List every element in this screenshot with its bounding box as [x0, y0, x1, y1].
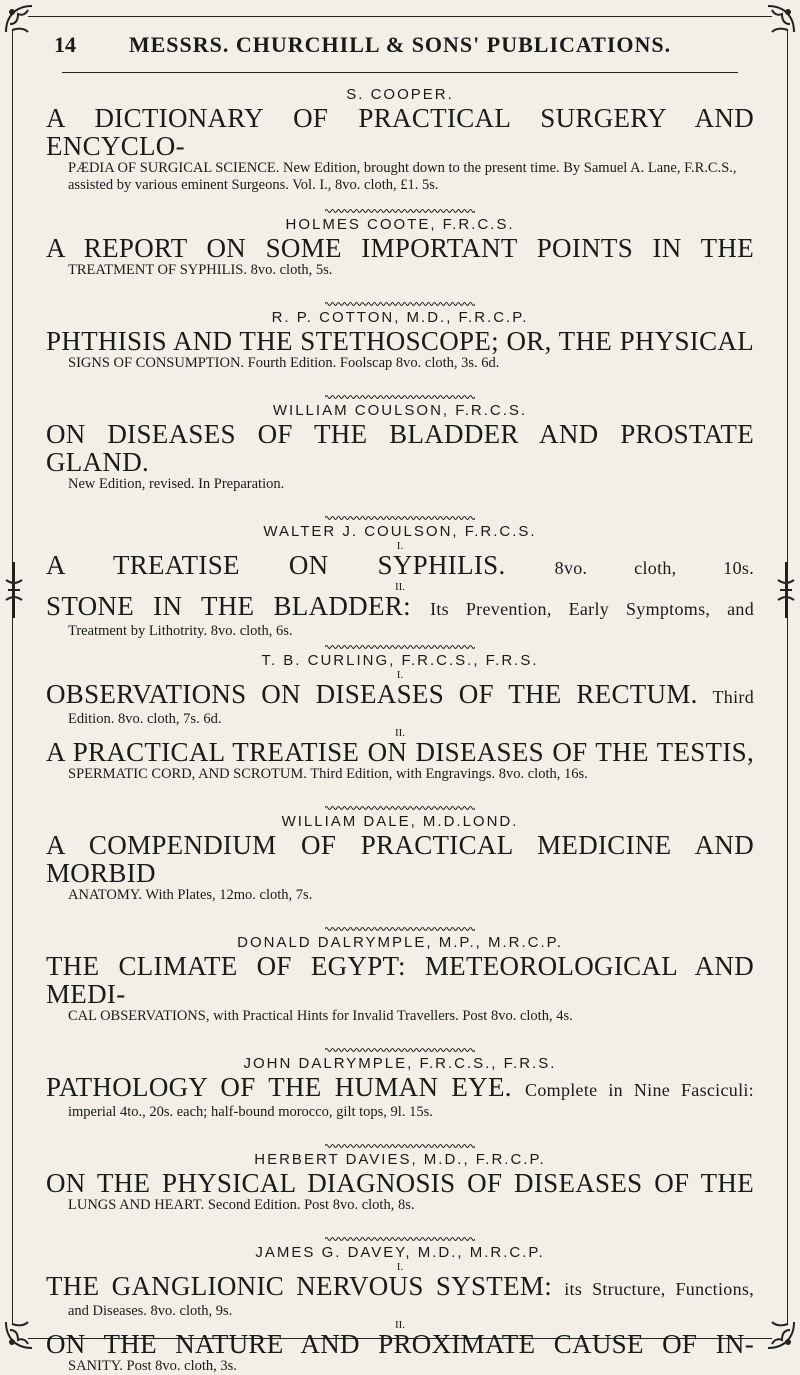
- side-ornament-icon: [774, 560, 798, 620]
- header-rule: [62, 72, 738, 73]
- border-right: [787, 30, 788, 1324]
- wavy-rule-icon: [325, 301, 475, 307]
- book-title: [46, 680, 754, 711]
- author-name: JOHN DALRYMPLE, F.R.C.S., F.R.S.: [243, 1055, 557, 1072]
- corner-ornament-icon: [2, 1316, 42, 1352]
- catalogue-entry: [46, 208, 754, 279]
- volume-numeral: II.: [394, 581, 406, 593]
- book-title-text: A DICTIONARY OF PRACTICAL SURGERY AND ENCYCLO-: [46, 103, 754, 161]
- wavy-rule-icon: [325, 394, 475, 400]
- book-title: [46, 420, 754, 476]
- border-left: [12, 30, 13, 1324]
- book-title-text: STONE IN THE BLADDER:: [46, 591, 411, 621]
- wavy-rule-icon: [325, 1047, 475, 1053]
- book-title: [46, 831, 754, 887]
- book-title-text: ON DISEASES OF THE BLADDER AND PROSTATE GLAND.: [46, 419, 754, 477]
- book-title: [46, 551, 754, 582]
- book-title-note: 8vo. cloth, 10s.: [554, 558, 755, 578]
- book-title-text: ON THE PHYSICAL DIAGNOSIS OF DISEASES OF THE: [46, 1168, 754, 1198]
- corner-ornament-icon: [758, 1316, 798, 1352]
- author-name: HOLMES COOTE, F.R.C.S.: [285, 216, 515, 233]
- book-title-text: PHTHISIS AND THE STETHOSCOPE; OR, THE PHYSICAL: [46, 326, 754, 356]
- wavy-rule-icon: [325, 1236, 475, 1242]
- catalogue-entry: [46, 644, 754, 783]
- book-details: ANATOMY. With Plates, 12mo. cloth, 7s.: [68, 887, 313, 903]
- catalogue-entry: [46, 1236, 754, 1375]
- book-title-text: THE GANGLIONIC NERVOUS SYSTEM:: [46, 1271, 553, 1301]
- author-name: R. P. COTTON, M.D., F.R.C.P.: [271, 309, 529, 326]
- running-title: MESSRS. CHURCHILL & SONS' PUBLICATIONS.: [128, 32, 672, 57]
- book-details: PÆDIA OF SURGICAL SCIENCE. New Edition, brought down to the present time. By Samuel A. Lane, F.R.C.S., assisted by various eminent Surgeons. Vol. I., 8vo. cloth, £1. 5s.: [68, 160, 737, 193]
- book-title-text: A COMPENDIUM OF PRACTICAL MEDICINE AND MORBID: [46, 830, 754, 888]
- book-title-text: PATHOLOGY OF THE HUMAN EYE.: [46, 1072, 512, 1102]
- corner-ornament-icon: [2, 2, 42, 38]
- volume-numeral: II.: [394, 1319, 406, 1331]
- book-title: [46, 1073, 754, 1104]
- book-details: Treatment by Lithotrity. 8vo. cloth, 6s.: [68, 623, 293, 639]
- author-name: JAMES G. DAVEY, M.D., M.R.C.P.: [255, 1244, 545, 1261]
- book-details: CAL OBSERVATIONS, with Practical Hints for Invalid Travellers. Post 8vo. cloth, 4s.: [68, 1008, 573, 1024]
- volume-numeral: II.: [394, 727, 406, 739]
- book-title: [46, 592, 754, 623]
- book-title: [46, 738, 754, 766]
- book-title-note: Complete in Nine Fasciculi:: [525, 1080, 754, 1100]
- book-title: [46, 327, 754, 355]
- book-title-text: A REPORT ON SOME IMPORTANT POINTS IN THE: [46, 233, 754, 263]
- catalogue-entry: [46, 394, 754, 493]
- catalogue-entry: [46, 926, 754, 1025]
- book-details: TREATMENT OF SYPHILIS. 8vo. cloth, 5s.: [68, 262, 333, 278]
- author-name: HERBERT DAVIES, M.D., F.R.C.P.: [254, 1151, 546, 1168]
- volume-numeral: I.: [396, 1261, 404, 1273]
- book-title-note: its Structure, Functions,: [564, 1279, 754, 1299]
- author-name: WALTER J. COULSON, F.R.C.S.: [263, 523, 537, 540]
- book-details: SIGNS OF CONSUMPTION. Fourth Edition. Foolscap 8vo. cloth, 3s. 6d.: [68, 355, 500, 371]
- wavy-rule-icon: [325, 926, 475, 932]
- catalogue-entries: [46, 86, 754, 1375]
- wavy-rule-icon: [325, 208, 475, 214]
- book-title-text: A TREATISE ON SYPHILIS.: [46, 550, 506, 580]
- book-title-note: Third: [712, 687, 754, 707]
- book-details: and Diseases. 8vo. cloth, 9s.: [68, 1303, 233, 1319]
- book-title-text: A PRACTICAL TREATISE ON DISEASES OF THE TESTIS,: [46, 737, 754, 767]
- book-details: New Edition, revised. In Preparation.: [68, 476, 285, 492]
- book-title: [46, 1272, 754, 1303]
- wavy-rule-icon: [325, 515, 475, 521]
- book-title: [46, 952, 754, 1008]
- page-header: [40, 26, 760, 66]
- catalogue-entry: [46, 515, 754, 640]
- volume-numeral: I.: [396, 669, 404, 681]
- wavy-rule-icon: [325, 1143, 475, 1149]
- book-title-note: Its Prevention, Early Symptoms, and: [430, 599, 754, 619]
- book-details: imperial 4to., 20s. each; half-bound morocco, gilt tops, 9l. 15s.: [68, 1104, 433, 1120]
- wavy-rule-icon: [325, 644, 475, 650]
- catalogue-entry: [46, 86, 754, 194]
- author-name: DONALD DALRYMPLE, M.P., M.R.C.P.: [237, 934, 563, 951]
- catalogue-entry: [46, 301, 754, 372]
- book-title-text: ON THE NATURE AND PROXIMATE CAUSE OF IN-: [46, 1329, 754, 1359]
- author-name: S. COOPER.: [346, 86, 454, 103]
- book-title: [46, 234, 754, 262]
- book-title: [46, 1169, 754, 1197]
- book-details: Edition. 8vo. cloth, 7s. 6d.: [68, 711, 222, 727]
- catalogue-entry: [46, 805, 754, 904]
- book-title-text: OBSERVATIONS ON DISEASES OF THE RECTUM.: [46, 679, 698, 709]
- author-name: WILLIAM DALE, M.D.LOND.: [281, 813, 519, 830]
- side-ornament-icon: [2, 560, 26, 620]
- book-details: SPERMATIC CORD, AND SCROTUM. Third Edition, with Engravings. 8vo. cloth, 16s.: [68, 766, 588, 782]
- volume-numeral: I.: [396, 540, 404, 552]
- book-title: [46, 104, 754, 160]
- corner-ornament-icon: [758, 2, 798, 38]
- catalogue-entry: [46, 1143, 754, 1214]
- page-number: 14: [54, 32, 76, 57]
- author-name: T. B. CURLING, F.R.C.S., F.R.S.: [261, 652, 539, 669]
- book-details: SANITY. Post 8vo. cloth, 3s.: [68, 1358, 237, 1374]
- wavy-rule-icon: [325, 805, 475, 811]
- book-details: LUNGS AND HEART. Second Edition. Post 8vo. cloth, 8s.: [68, 1197, 415, 1213]
- author-name: WILLIAM COULSON, F.R.C.S.: [272, 402, 528, 419]
- catalogue-entry: [46, 1047, 754, 1121]
- border-top: [28, 16, 772, 17]
- book-title-text: THE CLIMATE OF EGYPT: METEOROLOGICAL AND MEDI-: [46, 951, 754, 1009]
